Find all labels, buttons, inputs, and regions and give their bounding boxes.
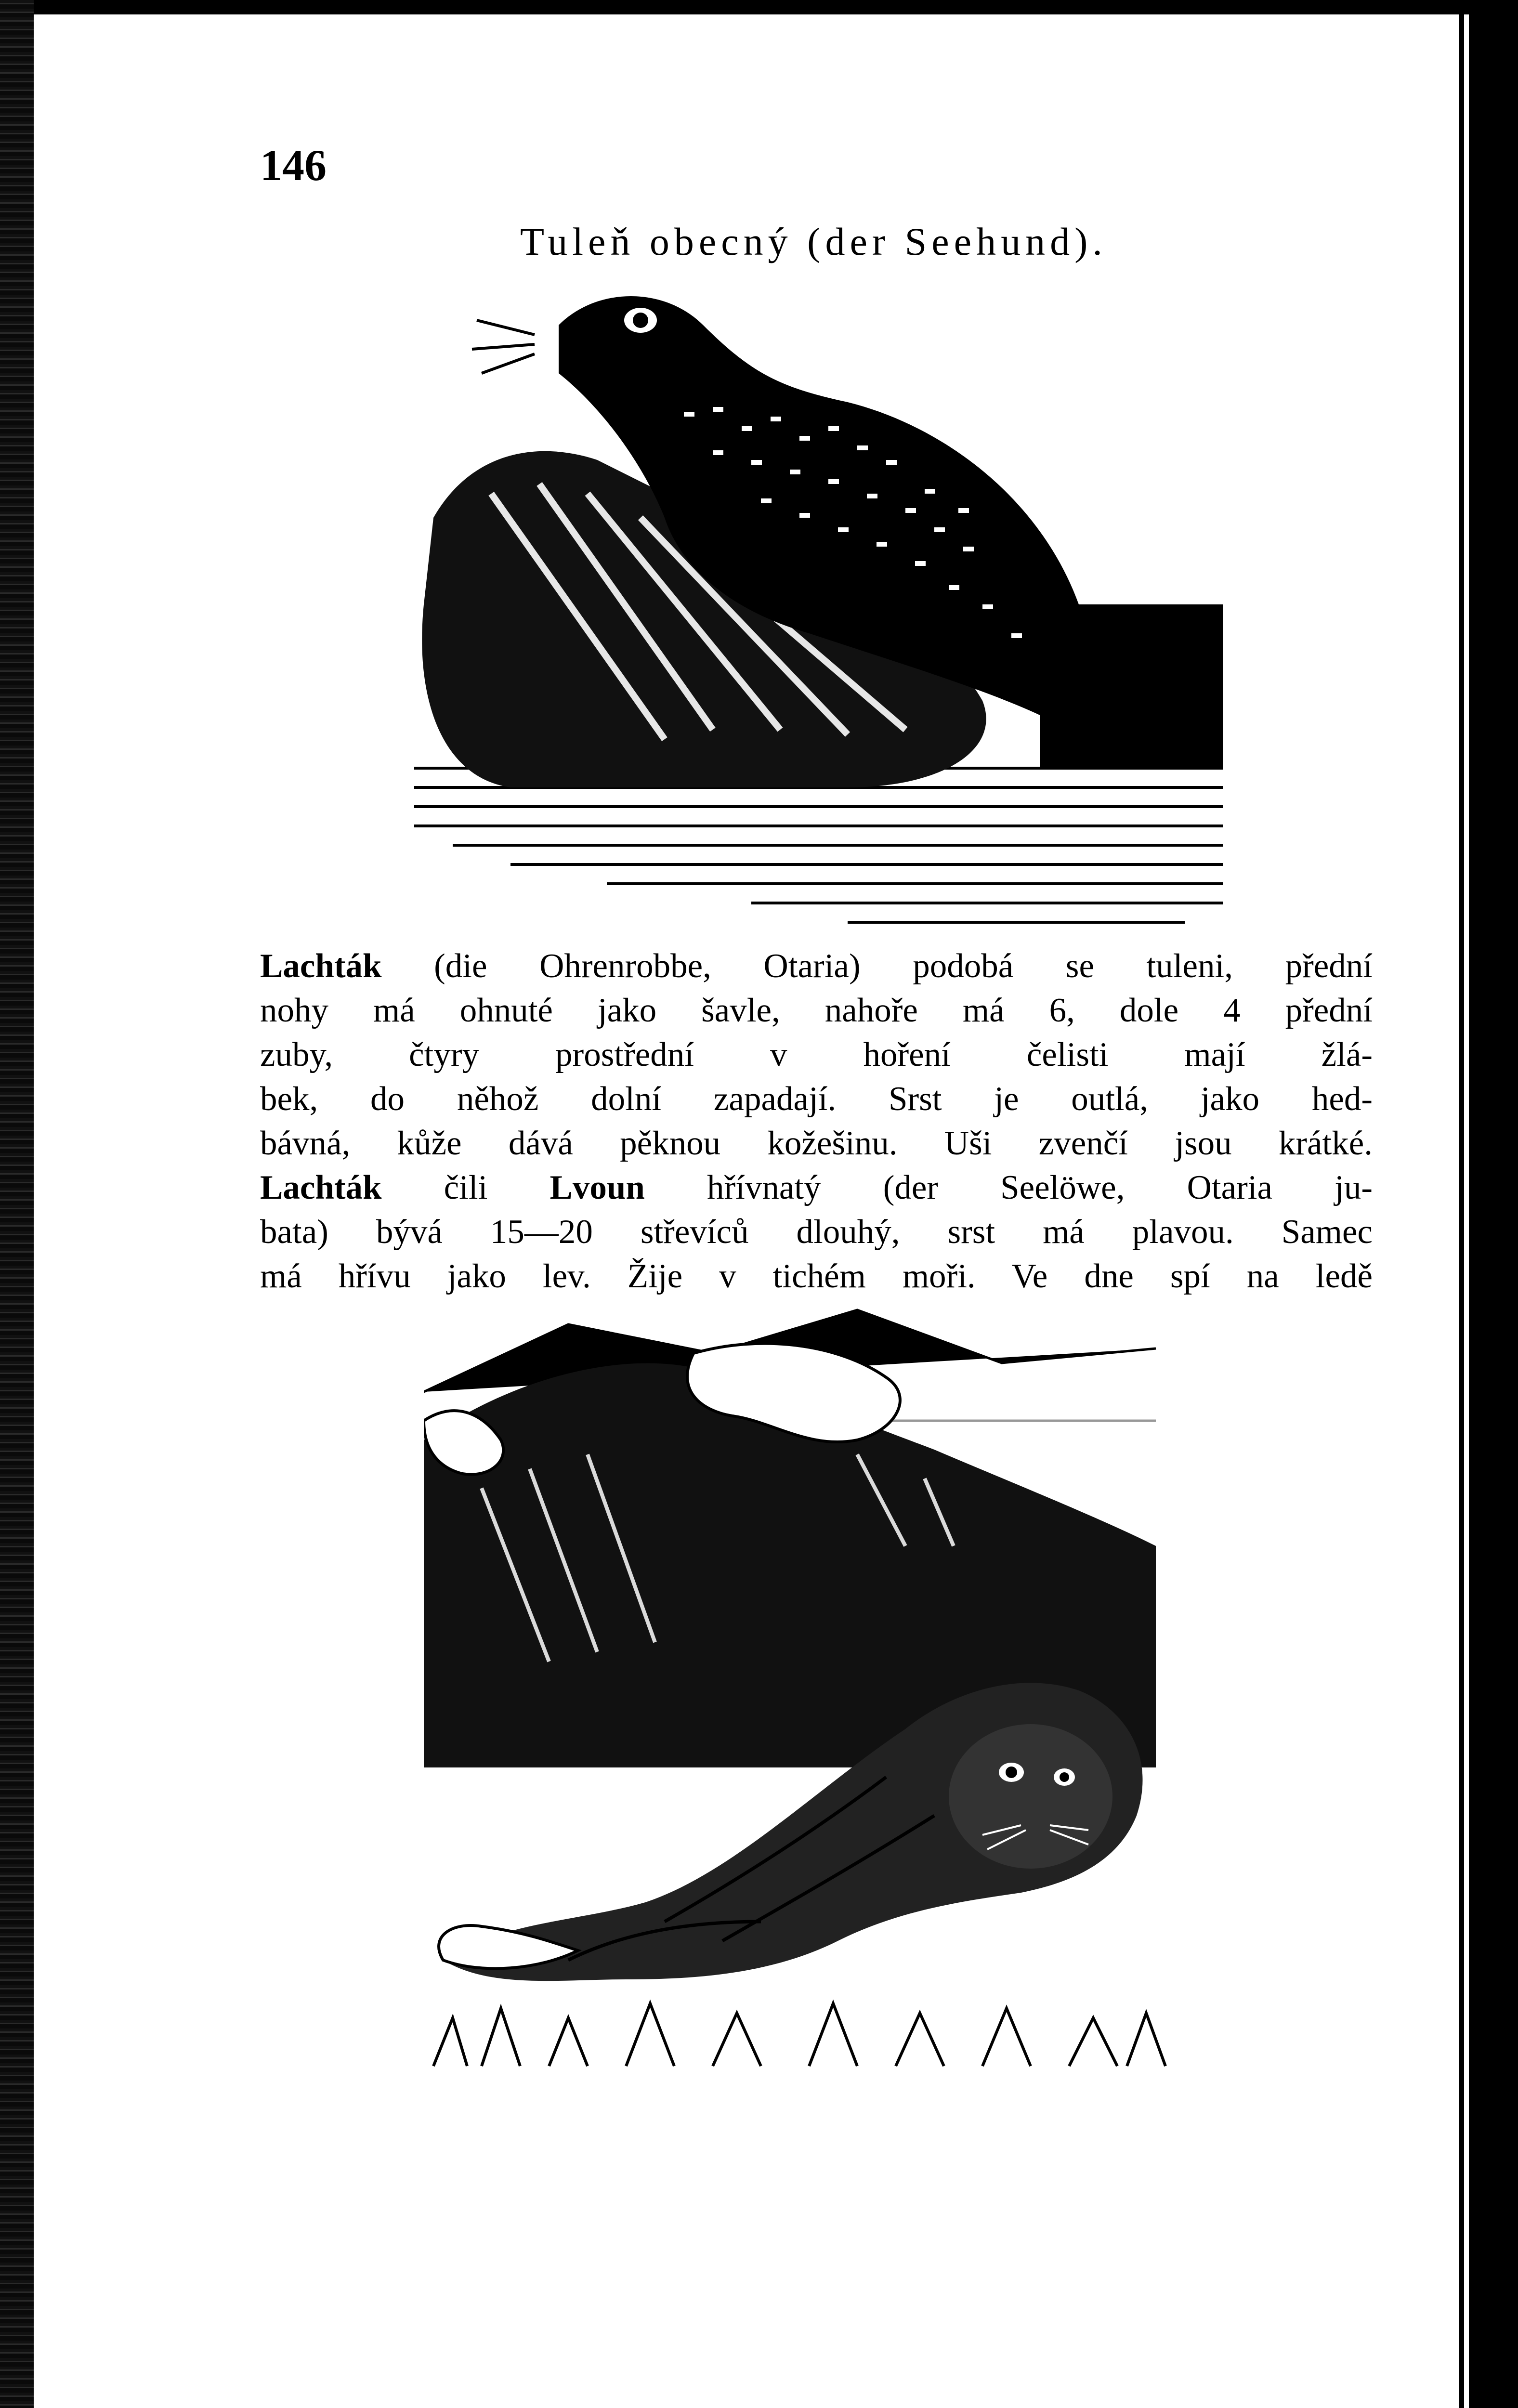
text-run: (die Ohrenrobbe, Otaria) podobá se tuleni, přední (381, 947, 1373, 985)
text-run: zuby, čtyry prostřední v hoření čelisti mají žlá- (260, 1036, 1373, 1073)
bold-term: Lvoun (550, 1169, 645, 1206)
text-line (260, 1077, 1373, 1121)
text-run: má hřívu jako lev. Žije v tichém moři. Ve dne spí na ledě (260, 1257, 1373, 1295)
right-page-rule (1459, 14, 1464, 2408)
bold-term: Lachták (260, 1169, 382, 1206)
text-line (260, 944, 1373, 988)
text-line (260, 988, 1373, 1033)
page-number: 146 (260, 141, 327, 190)
text-line (260, 1165, 1373, 1210)
figure-caption: Tuleň obecný (der Seehund). (520, 220, 1107, 263)
body-text (260, 944, 1373, 1298)
text-line (260, 1033, 1373, 1077)
text-line (260, 1254, 1373, 1298)
text-run: nohy má ohnuté jako šavle, nahoře má 6, dole 4 přední (260, 992, 1373, 1029)
sea-lion-illustration (424, 1296, 1204, 2076)
seal-illustration (414, 267, 1223, 951)
bold-term: Lachták (260, 947, 382, 985)
text-run: bek, do něhož dolní zapadají. Srst je outlá, jako hed- (260, 1080, 1373, 1118)
text-run: čili (381, 1169, 550, 1206)
text-run: bávná, kůže dává pěknou kožešinu. Uši zvenčí jsou krátké. (260, 1125, 1373, 1162)
binding-edge (0, 0, 34, 2408)
text-run: bata) bývá 15—20 střevíců dlouhý, srst má plavou. Samec (260, 1213, 1373, 1251)
text-line (260, 1121, 1373, 1165)
text-line (260, 1210, 1373, 1254)
right-binding-edge (1483, 14, 1500, 2408)
text-run: hřívnatý (der Seelöwe, Otaria ju- (644, 1169, 1373, 1206)
